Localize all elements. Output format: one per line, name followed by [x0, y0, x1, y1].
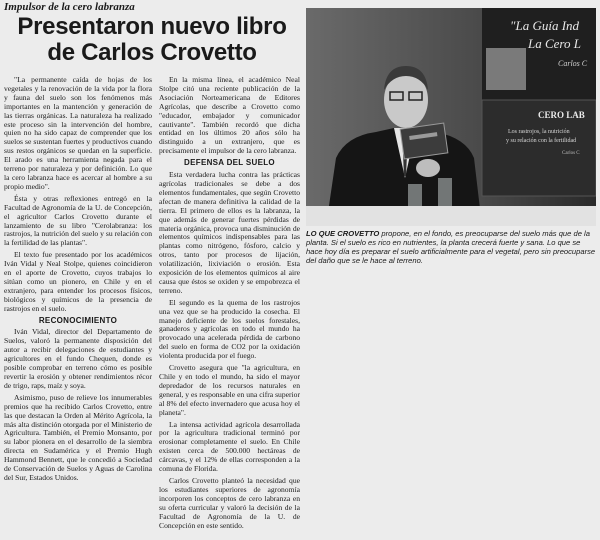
hand — [416, 159, 440, 177]
photo-caption — [306, 229, 598, 265]
paragraph: La intensa actividad agrícola desarrollada por la agricultura tradicional terminó por erosionar completamente el suelo. En Chile existen cerca de 500.000 hectáreas de cárcavas, y el 12% de ellas corresponden a la comuna de Florida. — [159, 419, 300, 474]
photo-illustration — [306, 8, 596, 226]
banner-image — [486, 48, 526, 90]
article-column-1 — [4, 76, 152, 486]
article-headline: Presentaron nuevo libro de Carlos Crovetto — [17, 13, 287, 66]
paragraph: Esta verdadera lucha contra las prácticas agrícolas tradicionales se debe a dos elementos fundamentales, que según Crovetto afectan de manera definitiva la calidad de la tierra. El primero de ellos es la labranza, la que además de generar fuertes pérdidas de materia orgánica, provoca una disminución de elementos químicos indispensables para las plantas como nitrógeno, fósforo, calcio y otros, tanto por procesos de lijación, volatilización, lixiviación o erosión. Esta exposición de los elementos químicos al aire causa que éstos se oxiden y se empobrezca el terreno. — [159, 170, 300, 295]
book-in-hand — [400, 123, 448, 159]
paragraph: Iván Vidal, director del Departamento de Suelos, valoró la permanente disposición del autor a recibir delegaciones de estudiantes y agricultores en el fundo Chequen, donde es posible comprobar en terreno cómo es posible revertir la erosión y obtener rendimientos récor de trigo, raps, maíz y soya. — [4, 327, 152, 390]
book-author: Carlos C — [562, 151, 580, 156]
caption-text: propone, en el fondo, es preocuparse del suelo más que de la planta. Si el suelo es rico en nutrientes, la planta crecerá fuerte y sana. Lo que se hace hoy día es preparar el suelo artificialmente para el vegetal, pero sin preocuparse del daño que se le hace al terreno. — [306, 229, 596, 265]
book-title: CERO LAB — [538, 110, 585, 120]
paragraph: El texto fue presentado por los académicos Iván Vidal y Neal Stolpe, quienes coincidieron en el aporte de Crovetto, cuyos trabajos lo sitúan como un pionero, en Chile y en el extranjero, para entender los procesos físicos, biológicos y químicos de la presencia de rastrojos en el suelo. — [4, 250, 152, 313]
article-kicker: Impulsor de la cero labranza — [4, 1, 135, 13]
banner-author: Carlos C — [558, 59, 588, 68]
paragraph: "La permanente caída de hojas de los vegetales y la renovación de la vida por la flora y fauna del suelo son los fenómenos más importantes en la mantención y generación de las tierras orgánicas. La naturaleza ha realizado este proceso sin la intervención del hombre, quien no ha sido capaz de comprender que los suelos se sustentan fuertes y productivos cuando sus restos orgánicos se quedan en la superficie. El arado es una herramienta negada para el terreno por naturaleza y por definición. Lo que la cero labranza hace es acercar al hombre a su propio medio". — [4, 75, 152, 191]
book-subtitle-2: y su relación con la fertilidad — [506, 138, 577, 144]
table — [306, 206, 596, 226]
water-glass — [438, 178, 452, 206]
section-heading-reconocimiento: RECONOCIMIENTO — [38, 315, 118, 325]
caption-lead: LO QUE CROVETTO — [306, 229, 380, 238]
paragraph: En la misma línea, el académico Neal Stolpe citó una reciente publicación de la Asociación Norteamericana de Editores Agrícolas, que describe a Crovetto como "educador, embajador y comunicador cautivante". También recordó que dicha entidad en los últimos 20 años sólo ha distinguido a un extranjero, que es precisamente el impulsor de la cero labranza. — [159, 75, 300, 156]
paragraph: Ésta y otras reflexiones entregó en la Facultad de Agronomía de la U. de Concepción, el agricultor Carlos Crovetto durante el lanzamiento de su libro "Cerolabranza: los rastrojos, la nutrición del suelo y su relación con la fertilidad de las plantas". — [4, 193, 152, 248]
paragraph: El segundo es la quema de los rastrojos una vez que se ha producido la cosecha. El manejo deficiente de los suelos forestales, ganaderos y agrícolas en todo el mundo ha provocado una acelerada pérdida de carbono del suelo en forma de CO2 por la oxidación violenta producida por el fuego. — [159, 297, 300, 361]
article-column-2 — [159, 76, 300, 533]
book-subtitle-1: Los rastrojos, la nutrición — [508, 129, 570, 135]
paragraph: Carlos Crovetto planteó la necesidad que los estudiantes superiores de agronomía incorporen los conceptos de cero labranza en su oferta curricular y valoró la decisión de la Facultad de Agronomía de la U. de Concepción en este sentido. — [159, 475, 300, 530]
paragraph: Asimismo, puso de relieve los innumerables premios que ha recibido Carlos Crovetto, entre las que destacan la Orden al Mérito Agrícola, la más alta distinción otorgada por el Ministerio de Agricultura. También, el Premio Monsanto, por su labor pionera en el desarrollo de la siembra directa en Sudamérica y el Premio Hugh Hammond Bennett, que le concedió a Sociedad de Conservación de Suelos y Aguas de Carolina del Sur, Estados Unidos. — [4, 392, 152, 482]
article-photo — [306, 8, 596, 226]
section-heading-defensa-del-suelo: DEFENSA DEL SUELO — [184, 158, 275, 168]
water-glass — [408, 184, 422, 206]
paragraph: Crovetto asegura que "la agricultura, en Chile y en todo el mundo, ha sido el mayor depredador de los recursos naturales en general, y es responsable en una cifra superior al 8% del efecto invernadero que acusa hoy el planeta". — [159, 363, 300, 417]
banner-line-2: La Cero L — [528, 36, 581, 51]
banner-line-1: "La Guía Ind — [510, 18, 580, 33]
